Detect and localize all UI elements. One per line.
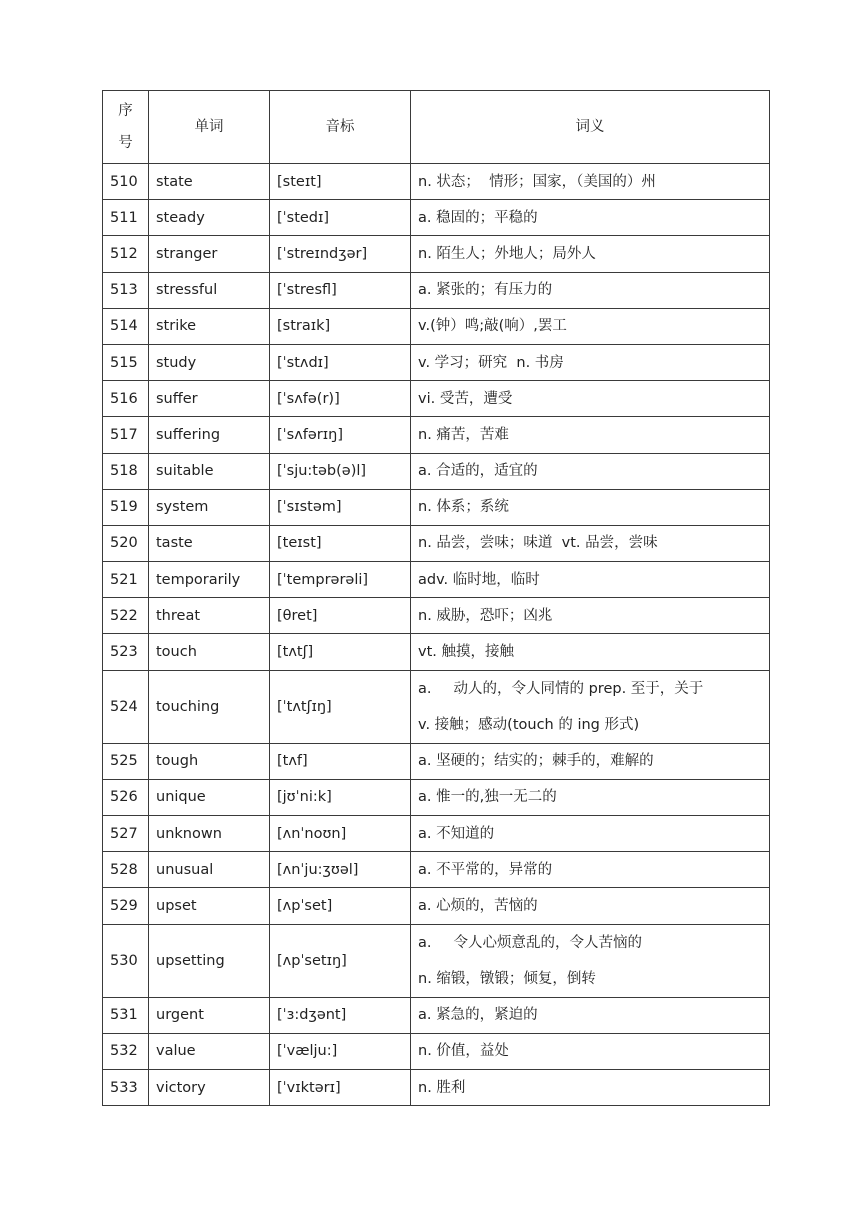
row-word: steady — [149, 200, 270, 236]
row-number: 529 — [103, 888, 149, 924]
row-meaning: adv. 临时地，临时 — [411, 562, 770, 598]
row-number: 531 — [103, 997, 149, 1033]
header-number-line2: 号 — [118, 135, 133, 151]
meaning-line: n. 缩锻，镦锻；倾复，倒转 — [418, 970, 596, 987]
table-row — [103, 888, 770, 924]
row-number: 516 — [103, 381, 149, 417]
row-number: 533 — [103, 1069, 149, 1105]
row-number: 520 — [103, 525, 149, 561]
row-word: value — [149, 1033, 270, 1069]
row-meaning: a. 坚硬的；结实的；棘手的，难解的 — [411, 743, 770, 779]
row-phonetic: [θret] — [270, 598, 411, 634]
meaning-pos: a. — [418, 680, 432, 697]
table-row — [103, 816, 770, 852]
row-meaning: a. 稳固的；平稳的 — [411, 200, 770, 236]
header-number — [103, 91, 149, 164]
table-row — [103, 164, 770, 200]
header-number-line1: 序 — [118, 103, 133, 119]
row-number: 510 — [103, 164, 149, 200]
row-phonetic: [ˈtʌtʃɪŋ] — [270, 670, 411, 743]
row-number: 522 — [103, 598, 149, 634]
row-word: upset — [149, 888, 270, 924]
table-row — [103, 308, 770, 344]
meaning-line: v. 接触；感动(touch 的 ing 形式) — [418, 716, 640, 733]
row-number: 513 — [103, 272, 149, 308]
table-row — [103, 417, 770, 453]
row-phonetic: [ˈsɪstəm] — [270, 489, 411, 525]
table-row — [103, 852, 770, 888]
row-meaning: n. 品尝，尝味；味道 vt. 品尝，尝味 — [411, 525, 770, 561]
header-phonetic: 音标 — [270, 91, 411, 164]
table-row — [103, 743, 770, 779]
row-meaning: n. 体系；系统 — [411, 489, 770, 525]
header-row — [103, 91, 770, 164]
row-phonetic: [ˈvælju:] — [270, 1033, 411, 1069]
table-row — [103, 236, 770, 272]
row-number: 523 — [103, 634, 149, 670]
row-phonetic: [ˈsʌfə(r)] — [270, 381, 411, 417]
row-phonetic: [steɪt] — [270, 164, 411, 200]
row-meaning: n. 威胁，恐吓；凶兆 — [411, 598, 770, 634]
row-word: unusual — [149, 852, 270, 888]
meaning-text: 令人心烦意乱的，令人苦恼的 — [453, 934, 642, 951]
row-meaning: n. 状态； 情形；国家，（美国的）州 — [411, 164, 770, 200]
row-word: threat — [149, 598, 270, 634]
row-word: state — [149, 164, 270, 200]
table-row — [103, 924, 770, 997]
table-row — [103, 381, 770, 417]
table-row — [103, 598, 770, 634]
row-word: suitable — [149, 453, 270, 489]
row-number: 512 — [103, 236, 149, 272]
table-row — [103, 272, 770, 308]
row-number: 511 — [103, 200, 149, 236]
table-row — [103, 562, 770, 598]
row-number: 532 — [103, 1033, 149, 1069]
row-meaning: v.(钟）鸣;敲(响）,罢工 — [411, 308, 770, 344]
row-number: 515 — [103, 344, 149, 380]
table-row — [103, 200, 770, 236]
row-word: touching — [149, 670, 270, 743]
row-meaning: a. 合适的，适宜的 — [411, 453, 770, 489]
table-row — [103, 670, 770, 743]
row-phonetic: [ˈstedɪ] — [270, 200, 411, 236]
row-number: 521 — [103, 562, 149, 598]
row-meaning: a. 惟一的,独一无二的 — [411, 779, 770, 815]
row-phonetic: [ʌpˈsetɪŋ] — [270, 924, 411, 997]
row-phonetic: [tʌf] — [270, 743, 411, 779]
row-word: taste — [149, 525, 270, 561]
row-meaning: a. 紧张的；有压力的 — [411, 272, 770, 308]
row-number: 514 — [103, 308, 149, 344]
row-phonetic: [ˈstreɪndʒər] — [270, 236, 411, 272]
row-word: unknown — [149, 816, 270, 852]
row-word: upsetting — [149, 924, 270, 997]
row-meaning: n. 胜利 — [411, 1069, 770, 1105]
row-number: 527 — [103, 816, 149, 852]
row-meaning: vi. 受苦，遭受 — [411, 381, 770, 417]
row-phonetic: [ˈsʌfərɪŋ] — [270, 417, 411, 453]
table-row — [103, 344, 770, 380]
table-row — [103, 1033, 770, 1069]
row-word: study — [149, 344, 270, 380]
vocabulary-table — [102, 90, 770, 1106]
row-word: stranger — [149, 236, 270, 272]
row-phonetic: [tʌtʃ] — [270, 634, 411, 670]
row-word: strike — [149, 308, 270, 344]
row-number: 524 — [103, 670, 149, 743]
table-row — [103, 634, 770, 670]
row-phonetic: [ˈvɪktərɪ] — [270, 1069, 411, 1105]
row-number: 525 — [103, 743, 149, 779]
row-meaning — [411, 924, 770, 997]
row-phonetic: [ʌnˈju:ʒʊəl] — [270, 852, 411, 888]
row-meaning: a. 心烦的，苦恼的 — [411, 888, 770, 924]
meaning-line — [418, 671, 762, 707]
meaning-pos: a. — [418, 934, 432, 951]
header-meaning: 词义 — [411, 91, 770, 164]
row-word: temporarily — [149, 562, 270, 598]
row-meaning: a. 紧急的，紧迫的 — [411, 997, 770, 1033]
table-row — [103, 997, 770, 1033]
row-meaning: vt. 触摸，接触 — [411, 634, 770, 670]
row-meaning: a. 不平常的，异常的 — [411, 852, 770, 888]
row-number: 519 — [103, 489, 149, 525]
row-meaning: v. 学习；研究 n. 书房 — [411, 344, 770, 380]
meaning-line — [418, 925, 762, 961]
meaning-text: 动人的，令人同情的 prep. 至于，关于 — [453, 680, 704, 697]
row-phonetic: [jʊˈni:k] — [270, 779, 411, 815]
row-word: tough — [149, 743, 270, 779]
header-word: 单词 — [149, 91, 270, 164]
row-number: 530 — [103, 924, 149, 997]
row-phonetic: [ˈsju:təb(ə)l] — [270, 453, 411, 489]
row-phonetic: [ˈstresfl] — [270, 272, 411, 308]
table-row — [103, 489, 770, 525]
row-word: unique — [149, 779, 270, 815]
row-word: urgent — [149, 997, 270, 1033]
row-word: victory — [149, 1069, 270, 1105]
row-meaning: a. 不知道的 — [411, 816, 770, 852]
row-phonetic: [ˈɜ:dʒənt] — [270, 997, 411, 1033]
row-meaning: n. 价值，益处 — [411, 1033, 770, 1069]
table-row — [103, 779, 770, 815]
table-row — [103, 1069, 770, 1105]
row-word: stressful — [149, 272, 270, 308]
row-phonetic: [ˈtemprərəli] — [270, 562, 411, 598]
table-row — [103, 453, 770, 489]
row-phonetic: [ʌnˈnoʊn] — [270, 816, 411, 852]
row-number: 528 — [103, 852, 149, 888]
row-number: 518 — [103, 453, 149, 489]
row-word: system — [149, 489, 270, 525]
row-phonetic: [teɪst] — [270, 525, 411, 561]
row-meaning — [411, 670, 770, 743]
table-header — [103, 91, 770, 164]
row-word: suffering — [149, 417, 270, 453]
row-word: touch — [149, 634, 270, 670]
table-row — [103, 525, 770, 561]
row-phonetic: [ˈstʌdɪ] — [270, 344, 411, 380]
row-meaning: n. 痛苦，苦难 — [411, 417, 770, 453]
row-word: suffer — [149, 381, 270, 417]
row-meaning: n. 陌生人；外地人；局外人 — [411, 236, 770, 272]
row-phonetic: [straɪk] — [270, 308, 411, 344]
row-number: 526 — [103, 779, 149, 815]
row-number: 517 — [103, 417, 149, 453]
row-phonetic: [ʌpˈset] — [270, 888, 411, 924]
